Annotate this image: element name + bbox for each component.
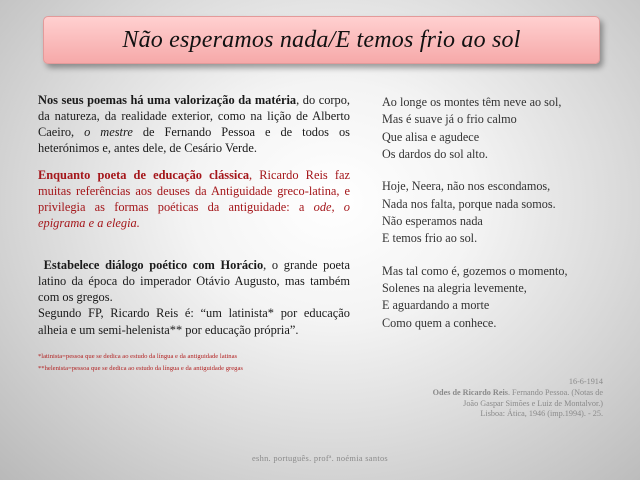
paragraph-educacao-classica (38, 167, 350, 232)
poem-date: 16-6-1914 (568, 377, 603, 386)
poem-line: Nada nos falta, porque nada somos. (382, 196, 556, 211)
footnote-helenista: **helenista=pessoa que se dedica ao estudo da língua e da antiguidade gregas (38, 365, 243, 373)
footnotes (38, 351, 350, 376)
p1-bold: Nos seus poemas há uma valorização da matéria (38, 93, 297, 107)
poem-line: E temos frio ao sol. (382, 231, 478, 246)
p2-italic: ode, o epigrama e a elegia. (38, 199, 351, 230)
source-line-1 (433, 388, 603, 399)
paragraph-horacio (38, 257, 350, 305)
poem-stanza (382, 178, 622, 247)
title-banner (43, 16, 600, 64)
poem-line: Como quem a conhece. (382, 315, 497, 330)
poem-line: Mas tal como é, gozemos o momento, (382, 263, 568, 278)
p1-text1: , do corpo, da natureza, da realidade exterior, como na lição de Alberto Caeiro, (38, 93, 350, 140)
poem-line: Solenes na alegria levemente, (382, 280, 527, 295)
p1-text2: de Fernando Pessoa e de todos os heterónimos e, antes dele, de Cesário Verde. (38, 125, 350, 156)
p3-text1: , o grande poeta latino da época do imperador Otávio Augusto, mas também com os gregos. (38, 258, 350, 305)
poem-line: Os dardos do sol alto. (382, 146, 488, 161)
poem-stanza (382, 263, 622, 332)
poem-line: Hoje, Neera, não nos escondamos, (382, 179, 551, 194)
slide-title: Não esperamos nada/E temos frio ao sol (122, 26, 521, 53)
poem-line: Mas é suave já o frio calmo (382, 112, 517, 127)
p3-bold: Estabelece diálogo poético com Horácio (43, 258, 264, 272)
paragraph-segundo-fp: Segundo FP, Ricardo Reis é: “um latinista* por educação alheia e um semi-helenista** por educação própria”. (38, 306, 350, 337)
poem-line: Que alisa e agudece (382, 129, 480, 144)
poem (382, 94, 622, 347)
source-line-3: Lisboa: Ática, 1946 (imp.1994). - 25. (480, 409, 603, 419)
poem-line: Ao longe os montes têm neve ao sol, (382, 95, 562, 109)
poem-stanza (382, 94, 622, 163)
p2-text1: , Ricardo Reis faz muitas referências aos deuses da Antiguidade greco-latina, e privilegia as formas poéticas da antiguidade: a (38, 167, 350, 214)
poem-source (433, 377, 603, 420)
p1-italic: o mestre (84, 125, 133, 140)
footnote-latinista: *latinista=pessoa que se dedica ao estudo da língua e da antiguidade latinas (38, 352, 238, 360)
poem-line: Não esperamos nada (382, 213, 483, 228)
poem-line: E aguardando a morte (382, 298, 490, 313)
p2-bold: Enquanto poeta de educação clássica (38, 167, 250, 182)
source-author: . Fernando Pessoa. (Notas de (507, 387, 603, 397)
source-line-2: João Gaspar Simões e Luiz de Montalvor.) (463, 398, 603, 408)
source-book: Odes de Ricardo Reis (432, 387, 508, 397)
commentary-column (38, 92, 350, 376)
paragraph-materia (38, 92, 350, 157)
slide-footer: eshn. português. profª. noémia santos (252, 454, 388, 463)
